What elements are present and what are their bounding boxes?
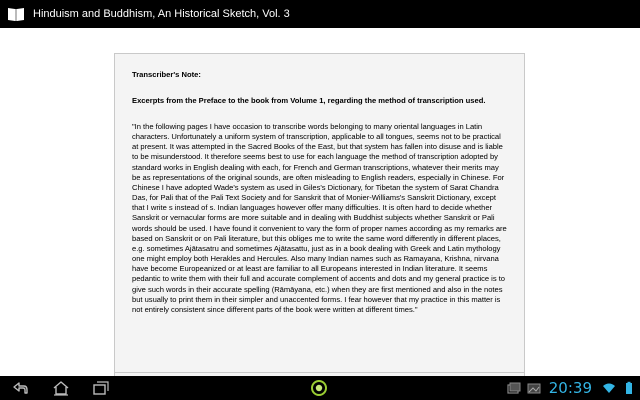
book-icon[interactable] <box>7 6 25 22</box>
status-area <box>501 376 636 400</box>
note-body: "In the following pages I have occasion to transcribe words belonging to many oriental languages in Latin characters. Unfortunately a uniform system of transcription, applicable to all tongues, seems not to be practical at present. It was attempted in the Sacred Books of the East, but that system has fallen into disuse and is liable to be misunderstood. It therefore seems best to use for each language the method of transcription adopted by standard works in English dealing with each, for French and German transcriptions, whatever their merits may be as representations of the original sounds, are often misleading to English readers, especially in Chinese. For Chinese I have adopted Wade's system as used in Giles's Dictionary, for Tibetan the system of Sarat Chandra Das, for Pali that of the Pali Text Society and for Sanskrit that of Monier-Williams's Sanskrit Dictionary, except that I write s instead of s. Indian languages however offer many difficulties. It is often hard to decide whether Sanskrit or vernacular forms are more suitable and in dealing with Buddhist subjects whether Sanskrit or Pali words should be used. I have found it convenient to vary the form of proper names according as my remarks are based on Sanskrit or on Pali literature, but this obliges me to write the same word differently in different places, e.g. sometimes Ajātasatru and sometimes Ajātasattu, just as in a book dealing with Greek and Latin mythology one might employ both Herakles and Hercules. Also many Indian names such as Ramayana, Krishna, nirvana have become Europeanized or at least are familiar to all Europeans interested in Indian literature. It seems pedantic to write them with their full and accurate complement of accents and dots and my general practice is to give such words in their accurate spelling (Rāmāyana, etc.) when they are first mentioned and also in the notes but usually to print them in their simpler and unaccented forms. I fear however that my practice in this matter is not entirely consistent since different parts of the book were written at different times." <box>132 122 507 314</box>
photo-notification-icon <box>507 381 521 395</box>
wifi-icon <box>602 381 616 395</box>
action-bar <box>0 0 640 28</box>
system-nav-bar <box>0 376 640 400</box>
app-title: Hinduism and Buddhism, An Historical Sketch, Vol. 3 <box>33 8 290 20</box>
back-icon[interactable] <box>10 378 30 398</box>
note-heading: Transcriber's Note: <box>132 70 201 79</box>
reader-content[interactable] <box>0 28 640 376</box>
battery-icon <box>622 381 636 395</box>
note-subheading: Excerpts from the Preface to the book from Volume 1, regarding the method of transcription used. <box>132 96 486 105</box>
recents-icon[interactable] <box>90 378 110 398</box>
gallery-notification-icon <box>527 381 541 395</box>
transcriber-note-box <box>114 53 525 376</box>
status-clock: 20:39 <box>548 379 592 397</box>
home-icon[interactable] <box>51 378 71 398</box>
reading-indicator-icon[interactable] <box>310 379 328 397</box>
